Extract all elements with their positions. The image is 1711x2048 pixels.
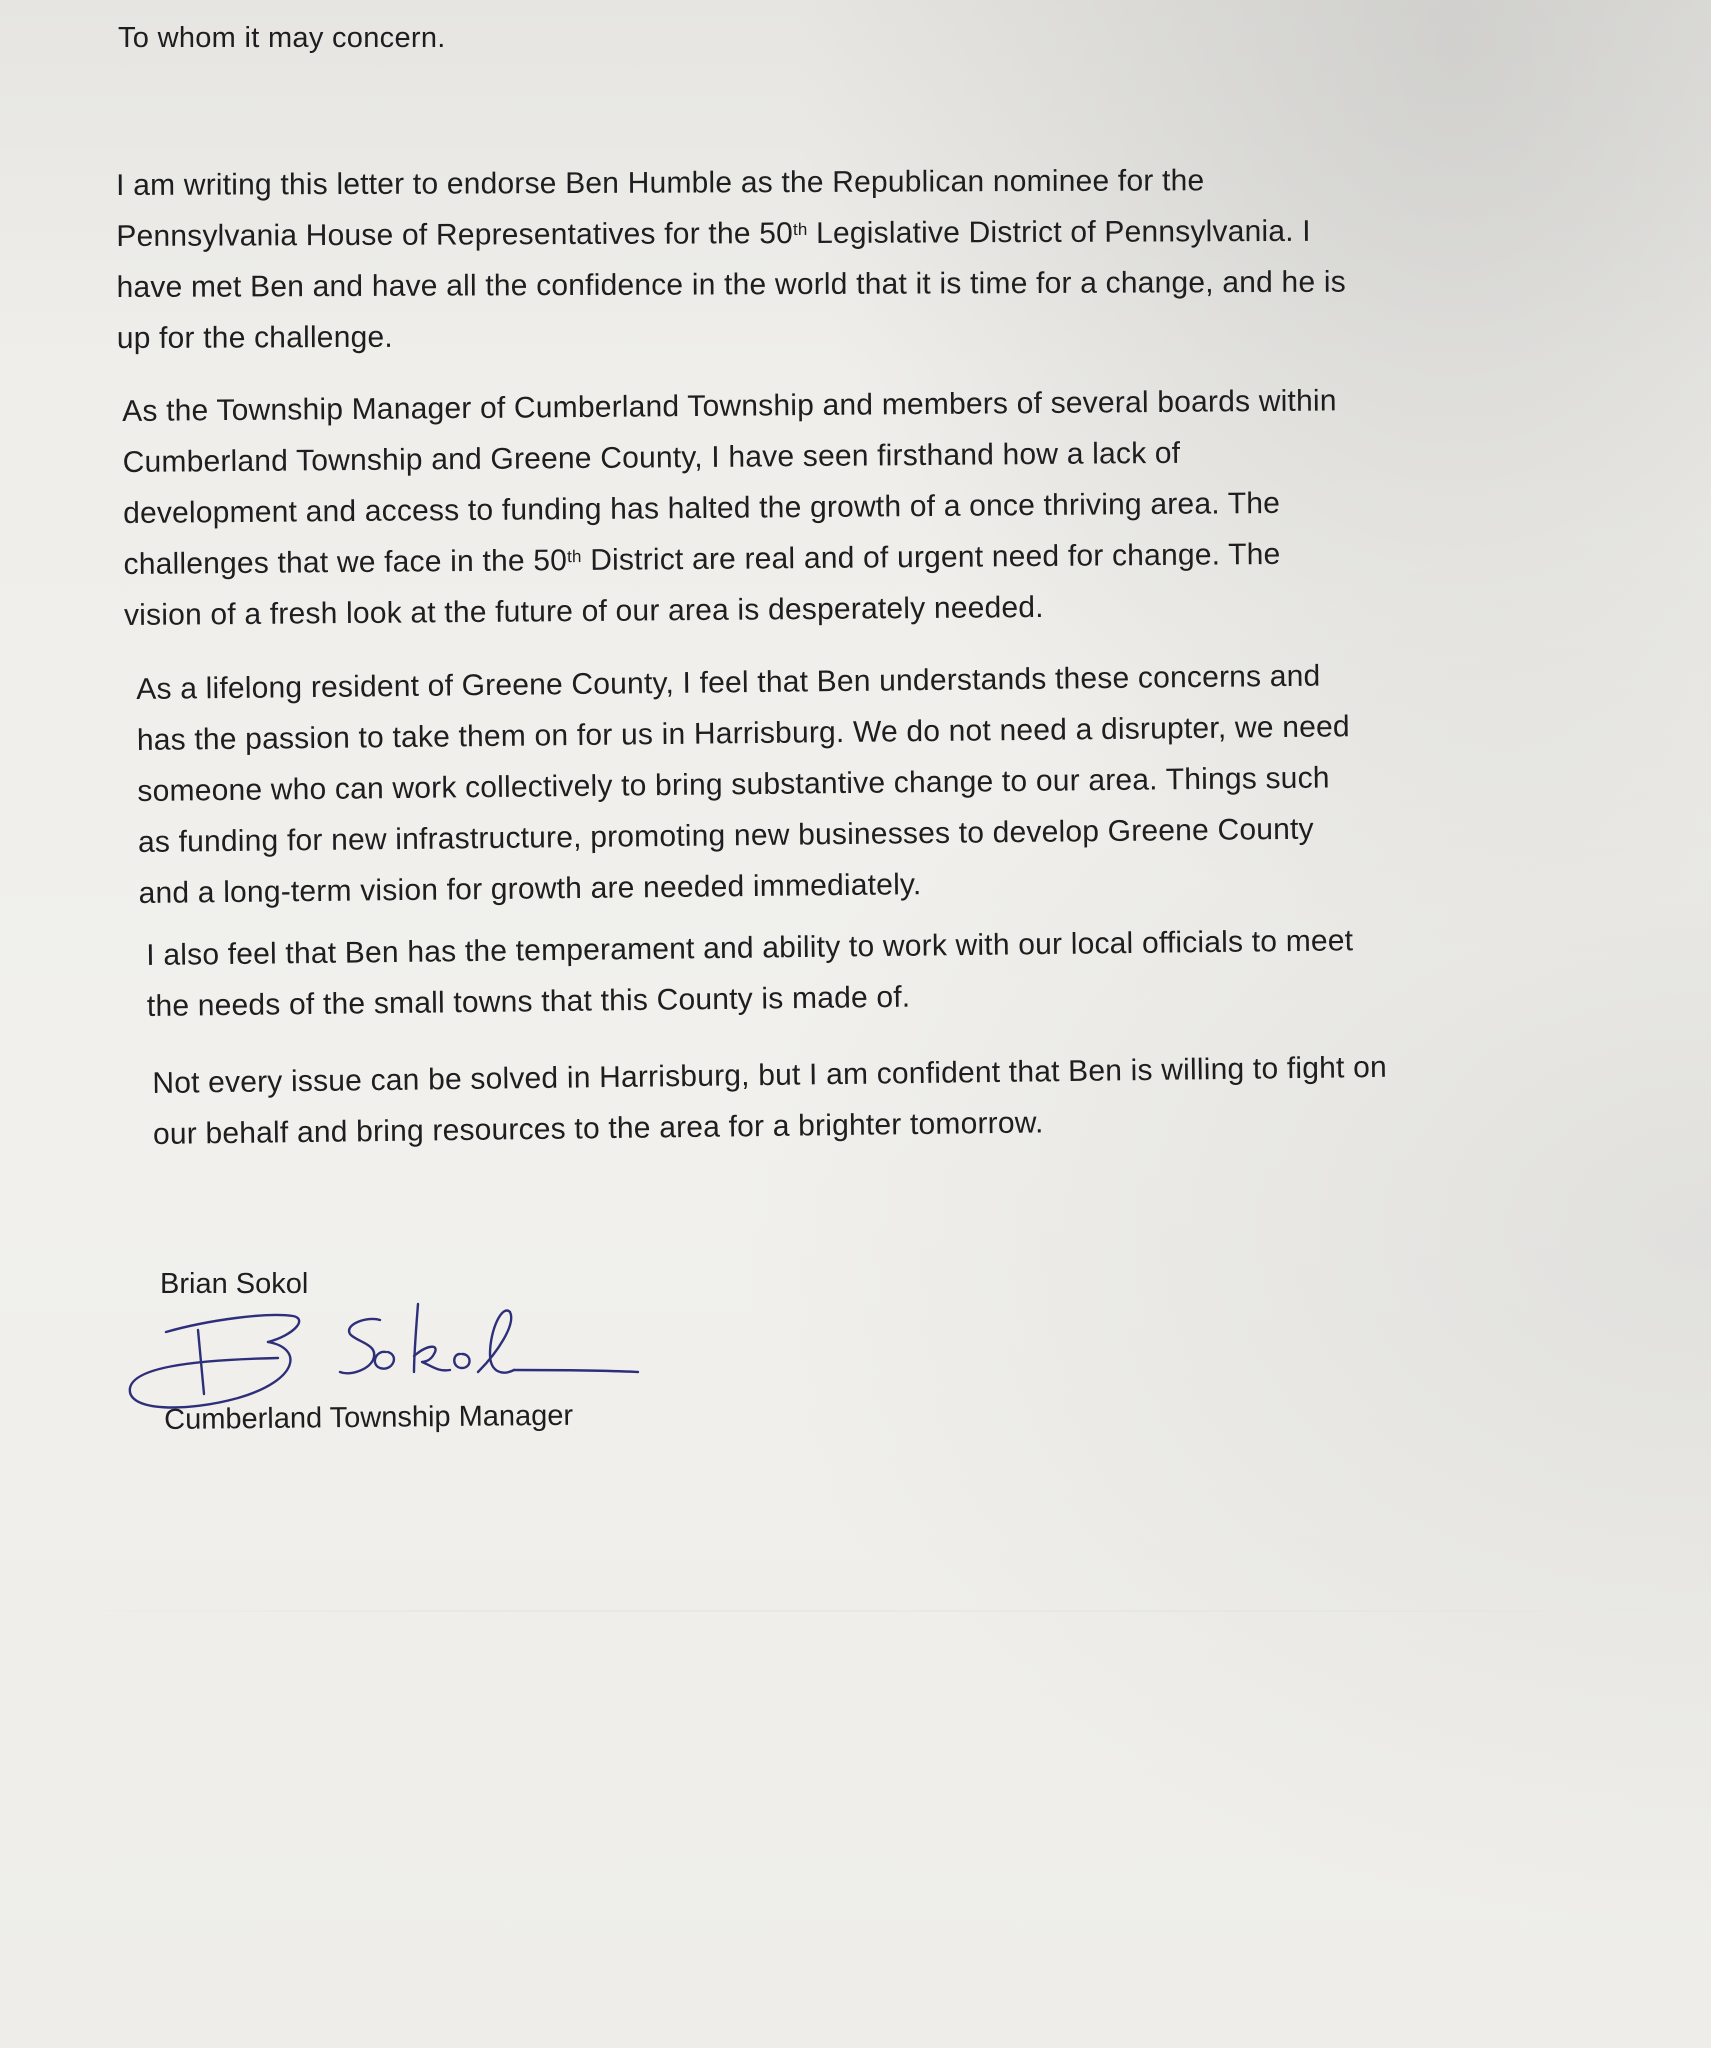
paragraph-township-manager [122, 375, 1339, 641]
paragraph-lifelong-resident [136, 650, 1352, 919]
paragraph-temperament [146, 915, 1354, 1032]
paragraph-line: the needs of the small towns that this County is made of. [146, 980, 911, 1023]
paragraph-line: Cumberland Township and Greene County, I have seen firsthand how a lack of [122, 436, 1181, 479]
paragraph-line: Not every issue can be solved in Harrisburg, but I am confident that Ben is willing to fight on [152, 1050, 1388, 1100]
paragraph-line: someone who can work collectively to bring substantive change to our area. Things such [137, 761, 1330, 808]
paragraph-line: I also feel that Ben has the temperament and ability to work with our local officials to meet [146, 924, 1354, 972]
salutation: To whom it may concern. [118, 22, 446, 54]
paragraph-line: and a long-term vision for growth are needed immediately. [138, 868, 922, 910]
paragraph-line: As a lifelong resident of Greene County, I feel that Ben understands these concerns and [136, 659, 1321, 706]
paper-fold-shadow [0, 1610, 1711, 1612]
paragraph-line: challenges that we face in the 50th District are real and of urgent need for change. The [123, 537, 1281, 581]
signer-name: Brian Sokol [160, 1268, 309, 1300]
paragraph-closing [152, 1042, 1388, 1160]
paragraph-line: has the passion to take them on for us in Harrisburg. We do not need a disrupter, we need [136, 710, 1350, 757]
paragraph-line: up for the challenge. [116, 320, 393, 355]
paragraph-line: our behalf and bring resources to the area for a brighter tomorrow. [152, 1106, 1044, 1151]
paragraph-line: development and access to funding has halted the growth of a once thriving area. The [122, 486, 1281, 530]
paragraph-line: Pennsylvania House of Representatives for the 50th Legislative District of Pennsylvania. I [116, 214, 1311, 253]
paragraph-endorsement [116, 155, 1346, 364]
paragraph-line: As the Township Manager of Cumberland Township and members of several boards within [122, 384, 1337, 428]
paragraph-line: I am writing this letter to endorse Ben Humble as the Republican nominee for the [116, 164, 1205, 202]
paragraph-line: have met Ben and have all the confidence in the world that it is time for a change, and he is [116, 265, 1346, 304]
paragraph-line: as funding for new infrastructure, promoting new businesses to develop Greene County [137, 812, 1314, 859]
signer-title: Cumberland Township Manager [164, 1399, 574, 1436]
paragraph-line: vision of a fresh look at the future of our area is desperately needed. [123, 590, 1044, 632]
